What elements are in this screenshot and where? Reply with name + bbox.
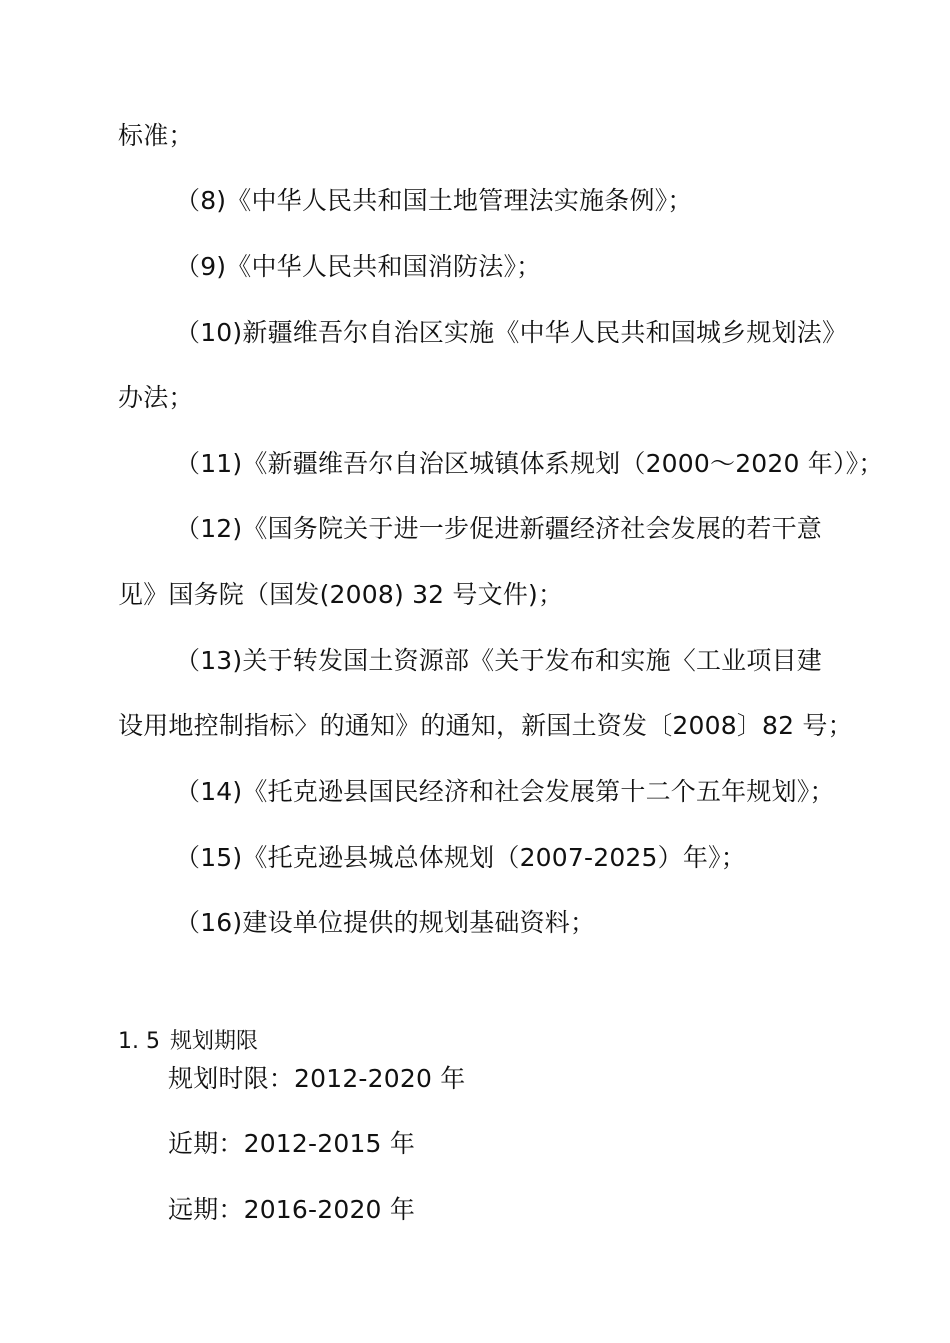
reference-item: （14)《托克逊县国民经济和社会发展第十二个五年规划》； [175,777,835,806]
planning-period-total: 规划时限：2012-2020 年 [168,1064,466,1093]
reference-item: （8)《中华人民共和国土地管理法实施条例》； [175,186,693,215]
reference-item: （9)《中华人民共和国消防法》； [175,252,542,281]
text-line: 标准； [118,121,194,150]
text-line: 见》国务院（国发(2008) 32 号文件)； [118,580,564,609]
section-heading [118,1028,258,1056]
reference-item: （16)建设单位提供的规划基础资料； [175,908,596,937]
text-line: 办法； [118,383,194,412]
planning-period-near: 近期：2012-2015 年 [168,1129,416,1158]
section-number: 1. 5 [118,1029,160,1054]
reference-item: （15)《托克逊县城总体规划（2007-2025）年》； [175,843,746,872]
planning-period-far: 远期：2016-2020 年 [168,1195,416,1224]
reference-item: （13)关于转发国土资源部《关于发布和实施〈工业项目建 [175,646,822,675]
reference-item: （10)新疆维吾尔自治区实施《中华人民共和国城乡规划法》 [175,318,848,347]
section-title: 规划期限 [169,1029,258,1054]
text-line: 设用地控制指标〉的通知》的通知，新国土资发〔2008〕82 号； [118,711,853,740]
reference-item: （12)《国务院关于进一步促进新疆经济社会发展的若干意 [175,514,822,543]
reference-item: （11)《新疆维吾尔自治区城镇体系规划（2000～2020 年）》； [175,449,884,478]
